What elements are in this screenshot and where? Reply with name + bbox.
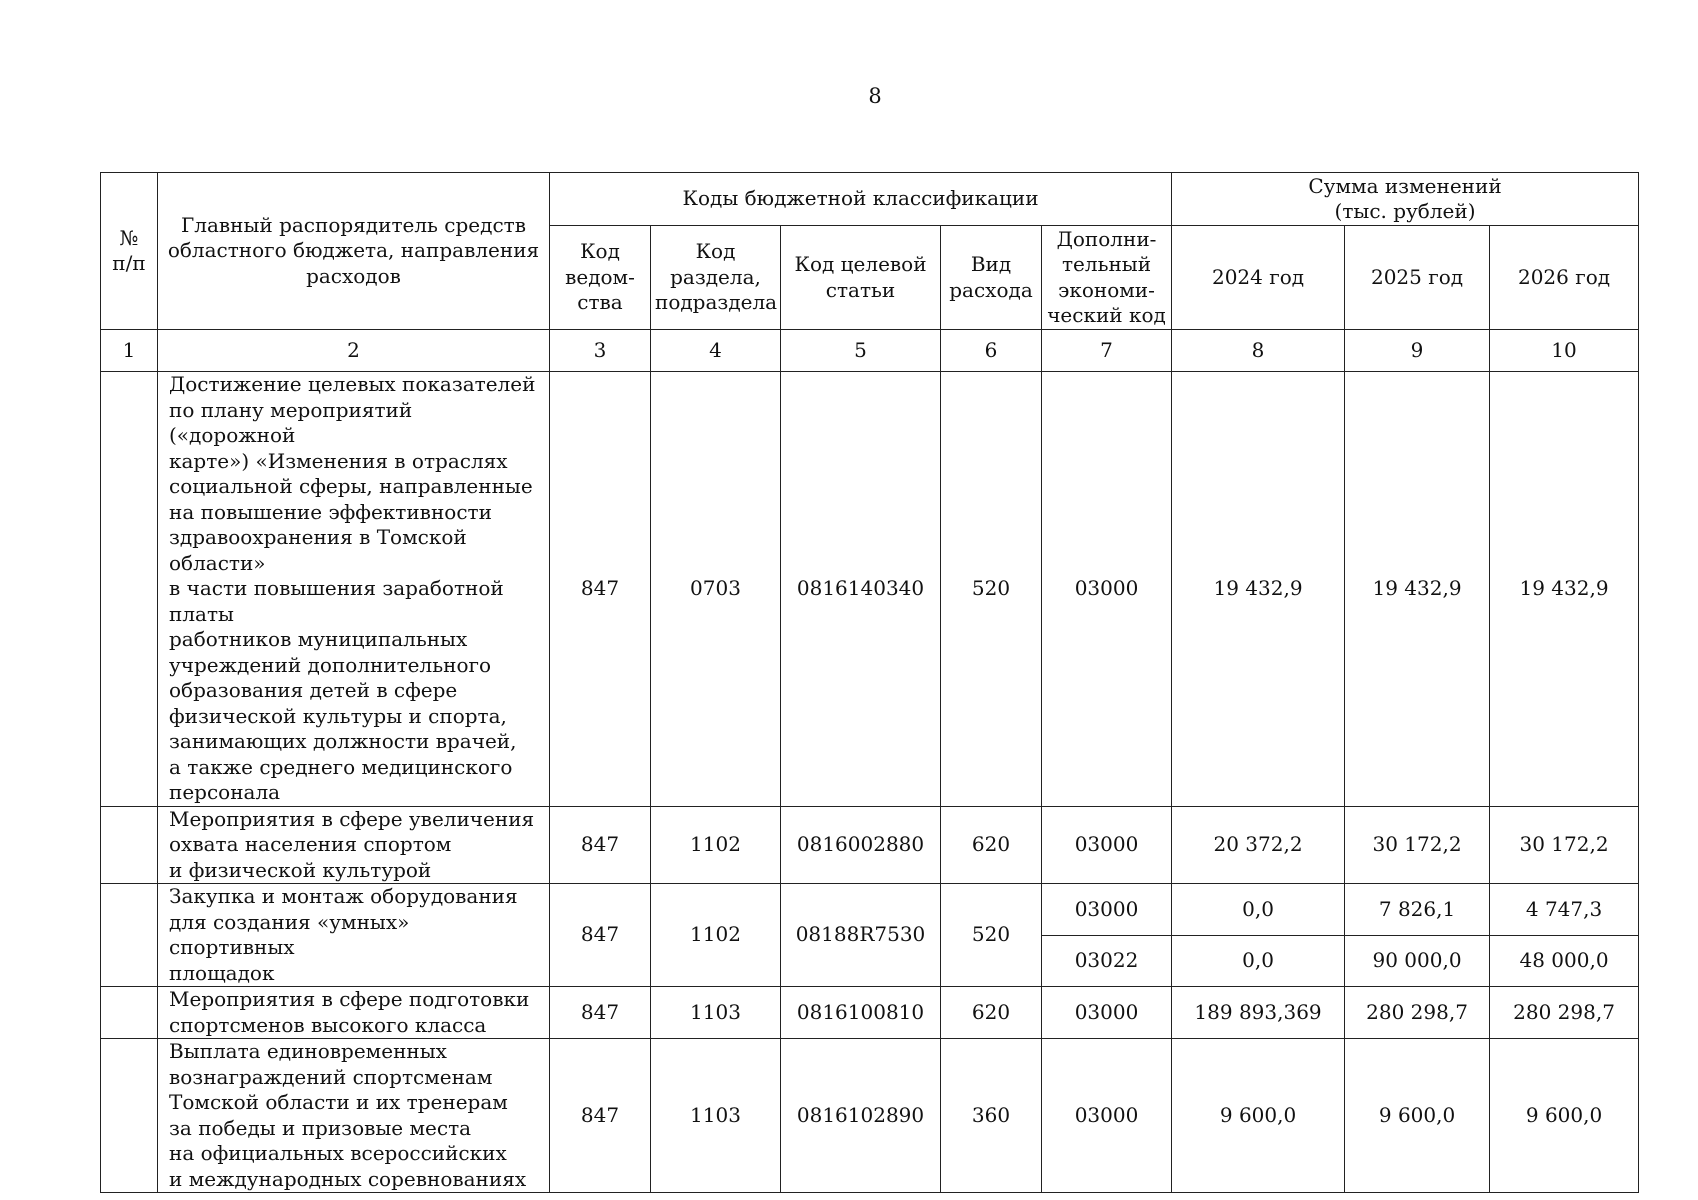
budget-changes-table [100,172,1639,1193]
col-number: 1 [101,330,158,372]
header-vid: Вид расхода [941,226,1042,330]
header-razdel: Код раздела, подраздела [651,226,781,330]
row-name: Достижение целевых показателей по плану мероприятий («дорожной карте») «Изменения в отраслях социальной сферы, направленные на повышение эффективности здравоохранения в Томской области» в части повышения заработной платы работников муниципальных учреждений дополнительного образования детей в сфере физической культуры и спорта, занимающих должности врачей, а также среднего медицинского персонала [158,372,550,807]
col-number: 6 [941,330,1042,372]
header-num: № п/п [101,173,158,330]
header-sum-group: Сумма изменений (тыс. рублей) [1172,173,1639,226]
row-cel: 0816102890 [781,1039,941,1193]
row-2026: 280 298,7 [1490,987,1639,1039]
row-name: Закупка и монтаж оборудования для создания «умных» спортивных площадок [158,884,550,987]
row-razdel: 1102 [651,806,781,884]
header-codes-group: Коды бюджетной классификации [550,173,1172,226]
row-num-cell [101,806,158,884]
row-razdel: 1103 [651,987,781,1039]
table-row [101,372,1639,807]
row-2024: 20 372,2 [1172,806,1345,884]
row-dop: 03000 [1042,372,1172,807]
header-2024: 2024 год [1172,226,1345,330]
header-cel: Код целевой статьи [781,226,941,330]
row-ved: 847 [550,372,651,807]
header-2025: 2025 год [1345,226,1490,330]
row-2026: 30 172,2 [1490,806,1639,884]
row-2026: 4 747,3 [1490,884,1639,936]
header-main: Главный распорядитель средств областного бюджета, направления расходов [158,173,550,330]
row-num-cell [101,1039,158,1193]
row-dop: 03000 [1042,806,1172,884]
row-2025: 7 826,1 [1345,884,1490,936]
row-2025: 19 432,9 [1345,372,1490,807]
col-number: 5 [781,330,941,372]
col-number: 4 [651,330,781,372]
row-vid: 620 [941,806,1042,884]
row-ved: 847 [550,884,651,987]
row-razdel: 1103 [651,1039,781,1193]
row-2024: 19 432,9 [1172,372,1345,807]
row-ved: 847 [550,987,651,1039]
header-dop: Дополни- тельный экономи- ческий код [1042,226,1172,330]
row-2024: 189 893,369 [1172,987,1345,1039]
row-name: Выплата единовременных вознаграждений спортсменам Томской области и их тренерам за победы и призовые места на официальных всероссийских и международных соревнованиях [158,1039,550,1193]
col-number: 7 [1042,330,1172,372]
row-cel: 08188R7530 [781,884,941,987]
row-vid: 360 [941,1039,1042,1193]
row-num-cell [101,987,158,1039]
row-ved: 847 [550,806,651,884]
row-dop: 03022 [1042,935,1172,987]
row-2025: 280 298,7 [1345,987,1490,1039]
row-dop: 03000 [1042,987,1172,1039]
row-ved: 847 [550,1039,651,1193]
table-row [101,884,1639,936]
col-number: 9 [1345,330,1490,372]
row-2025: 30 172,2 [1345,806,1490,884]
row-2026: 9 600,0 [1490,1039,1639,1193]
row-razdel: 0703 [651,372,781,807]
row-2025: 90 000,0 [1345,935,1490,987]
row-dop: 03000 [1042,1039,1172,1193]
header-2026: 2026 год [1490,226,1639,330]
column-numbers-row [101,330,1639,372]
row-vid: 620 [941,987,1042,1039]
row-2026: 48 000,0 [1490,935,1639,987]
table-row [101,1039,1639,1193]
table-row [101,806,1639,884]
row-vid: 520 [941,884,1042,987]
col-number: 8 [1172,330,1345,372]
row-cel: 0816100810 [781,987,941,1039]
row-2024: 9 600,0 [1172,1039,1345,1193]
row-cel: 0816140340 [781,372,941,807]
row-vid: 520 [941,372,1042,807]
page-number: 8 [868,84,882,108]
col-number: 2 [158,330,550,372]
row-2026: 19 432,9 [1490,372,1639,807]
row-razdel: 1102 [651,884,781,987]
row-num-cell [101,372,158,807]
row-2024: 0,0 [1172,884,1345,936]
header-ved: Код ведом- ства [550,226,651,330]
row-name: Мероприятия в сфере увеличения охвата населения спортом и физической культурой [158,806,550,884]
col-number: 10 [1490,330,1639,372]
row-name: Мероприятия в сфере подготовки спортсменов высокого класса [158,987,550,1039]
row-num-cell [101,884,158,987]
row-dop: 03000 [1042,884,1172,936]
row-cel: 0816002880 [781,806,941,884]
row-2024: 0,0 [1172,935,1345,987]
row-2025: 9 600,0 [1345,1039,1490,1193]
col-number: 3 [550,330,651,372]
table-row [101,987,1639,1039]
